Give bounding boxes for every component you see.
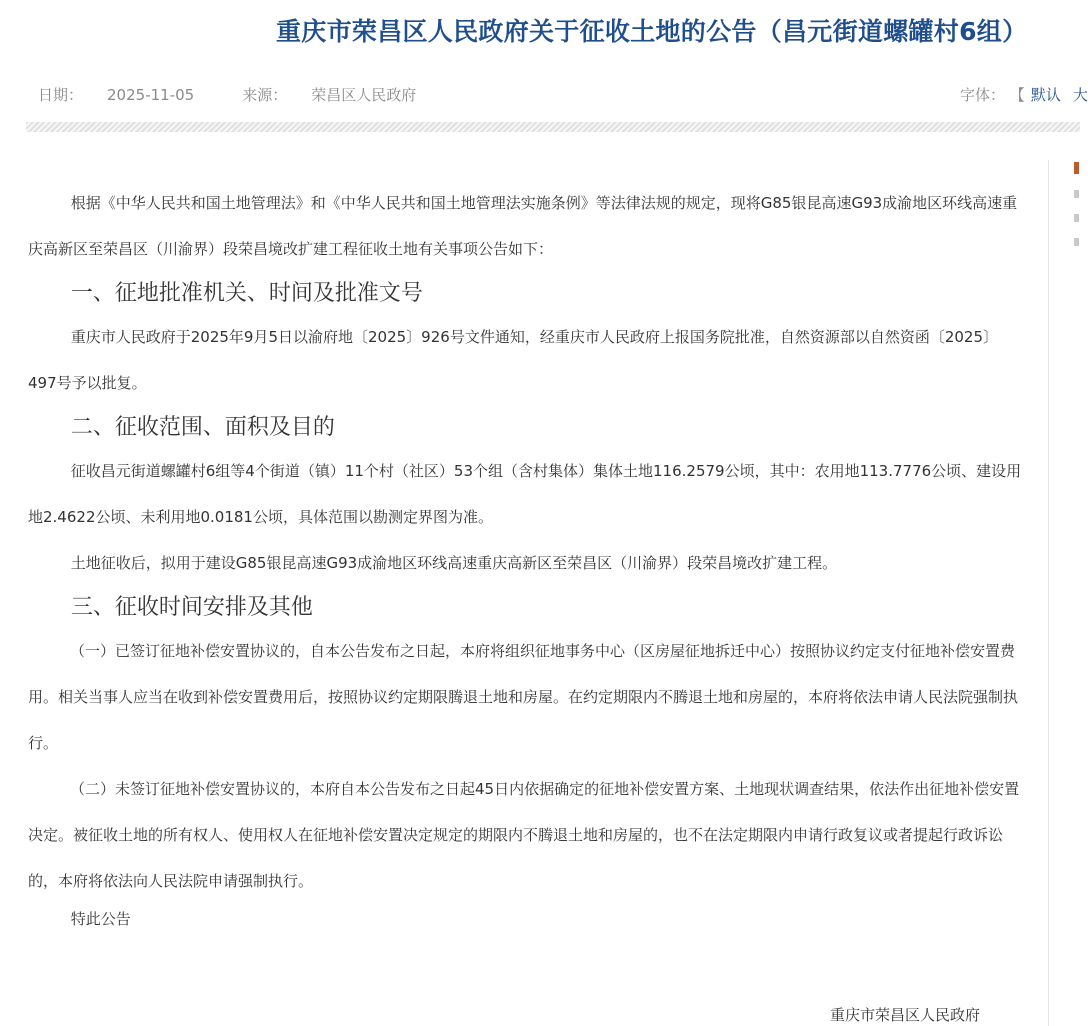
source-value: 荣昌区人民政府 [311, 86, 417, 104]
closing-text: 特此公告 [70, 910, 131, 928]
section-heading-2: 二、征收范围、面积及目的 [70, 415, 335, 440]
font-size-bracket: 【 [1009, 86, 1025, 104]
section-heading-3: 三、征收时间安排及其他 [70, 595, 313, 620]
intro-paragraph: 根据《中华人民共和国土地管理法》和《中华人民共和国土地管理法实施条例》等法律法规的规定，现将G85银昆高速G93成渝地区环线高速重庆高新区至荣昌区（川渝界）段荣昌境改扩建工程征收土地有关事项公告如下： [28, 194, 1018, 258]
font-size-control [960, 84, 1088, 105]
font-size-label: 字体： [960, 86, 1006, 104]
article-body [28, 180, 1024, 934]
sidebar-divider [1048, 160, 1049, 1026]
publish-date [38, 86, 218, 104]
header-divider [26, 122, 1080, 132]
section-2-paragraph-1: 征收昌元街道螺罐村6组等4个街道（镇）11个村（社区）53个组（含村集体）集体土地116.2579公顷，其中：农用地113.7776公顷、建设用地2.4622公顷、未利用地0.0181公顷，具体范围以勘测定界图为准。 [28, 462, 1022, 526]
article-source [242, 86, 440, 104]
section-2-paragraph-2: 土地征收后，拟用于建设G85银昆高速G93成渝地区环线高速重庆高新区至荣昌区（川渝界）段荣昌境改扩建工程。 [70, 554, 838, 572]
page-title: 重庆市荣昌区人民政府关于征收土地的公告（昌元街道螺罐村6组） [276, 17, 1028, 46]
share-mark-icon[interactable] [1074, 162, 1079, 174]
font-size-default-link[interactable]: 默认 [1030, 86, 1061, 104]
article-meta [38, 84, 464, 105]
signature: 重庆市荣昌区人民政府 [830, 1006, 981, 1024]
share-mark-icon[interactable] [1074, 214, 1079, 222]
date-value: 2025-11-05 [107, 86, 195, 104]
sidebar-share-strip [1074, 162, 1082, 262]
share-mark-icon[interactable] [1074, 238, 1079, 246]
section-heading-1: 一、征地批准机关、时间及批准文号 [70, 281, 423, 306]
share-mark-icon[interactable] [1074, 190, 1079, 198]
section-3-paragraph-1: （一）已签订征地补偿安置协议的，自本公告发布之日起，本府将组织征地事务中心（区房屋征地拆迁中心）按照协议约定支付征地补偿安置费用。相关当事人应当在收到补偿安置费用后，按照协议约定期限腾退土地和房屋。在约定期限内不腾退土地和房屋的，本府将依法申请人民法院强制执行。 [28, 642, 1019, 752]
section-1-paragraph: 重庆市人民政府于2025年9月5日以渝府地〔2025〕926号文件通知，经重庆市人民政府上报国务院批准，自然资源部以自然资函〔2025〕497号予以批复。 [28, 328, 998, 392]
date-label: 日期： [38, 86, 84, 104]
source-label: 来源： [242, 86, 288, 104]
section-3-paragraph-2: （二）未签订征地补偿安置协议的，本府自本公告发布之日起45日内依据确定的征地补偿安置方案、土地现状调查结果，依法作出征地补偿安置决定。被征收土地的所有权人、使用权人在征地补偿安置决定规定的期限内不腾退土地和房屋的，也不在法定期限内申请行政复议或者提起行政诉讼的，本府将依法向人民法院申请强制执行。 [28, 780, 1020, 890]
font-size-large-link[interactable]: 大 [1072, 86, 1088, 104]
